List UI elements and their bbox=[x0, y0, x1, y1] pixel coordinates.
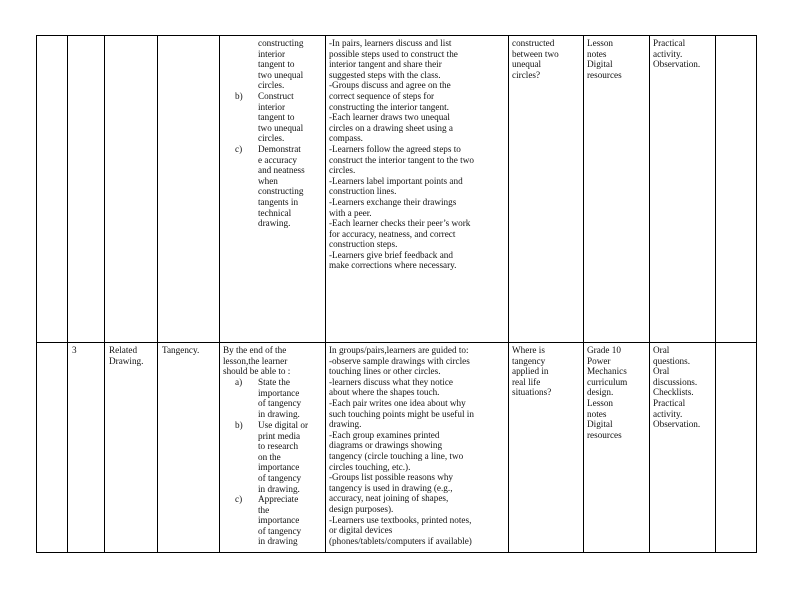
column-divider bbox=[649, 36, 650, 552]
inquiry-question: constructed between two unequal circles? bbox=[512, 38, 559, 80]
column-divider bbox=[157, 36, 158, 552]
learning-experiences: In groups/pairs,learners are guided to: -observe sample drawings with circles touching lines or other circles. -learners discuss what they notice about where the shapes touch. -Each pair writes one idea about why such touching points might be useful in drawing. -Each group examines printed diagrams or drawings showing tangency (circle touching a line, two circles touching, etc.). -Groups list possible reasons why tangency is used in drawing (e.g., accuracy, neat joining of shapes, design purposes). -Learners use textbooks, printed notes, or digital devices (phones/tablets/computers if available) bbox=[329, 345, 474, 546]
strand: Related Drawing. bbox=[109, 345, 144, 366]
assessment-methods: Oral questions. Oral discussions. Checklists. Practical activity. Observation. bbox=[653, 345, 701, 430]
outcome-label: b) bbox=[235, 420, 243, 430]
column-divider bbox=[508, 36, 509, 552]
sub-strand: Tangency. bbox=[162, 345, 200, 355]
column-divider bbox=[67, 36, 68, 552]
outcome-label: c) bbox=[235, 494, 243, 504]
outcomes-intro: By the end of the lesson,the learner should be able to : bbox=[223, 345, 291, 377]
column-divider bbox=[583, 36, 584, 552]
lesson-number: 3 bbox=[72, 345, 77, 355]
assessment-methods: Practical activity. Observation. bbox=[653, 38, 701, 70]
column-divider bbox=[325, 36, 326, 552]
inquiry-question: Where is tangency applied in real life situations? bbox=[512, 345, 552, 398]
column-divider bbox=[715, 36, 716, 552]
outcome-text: State the importance of tangency in drawing. bbox=[258, 377, 302, 419]
outcome-text: Appreciate the importance of tangency in drawing bbox=[258, 494, 302, 547]
learning-resources: Grade 10 Power Mechanics curriculum design. Lesson notes Digital resources bbox=[587, 345, 628, 440]
outcome-text: Construct interior tangent to two unequal circles. bbox=[258, 91, 304, 144]
outcome-text: constructing interior tangent to two unequal circles. bbox=[258, 38, 304, 91]
column-divider bbox=[219, 36, 220, 552]
lesson-plan-table bbox=[36, 35, 757, 553]
outcome-label: a) bbox=[235, 377, 243, 387]
outcome-label: c) bbox=[235, 144, 243, 154]
learning-experiences: -In pairs, learners discuss and list possible steps used to construct the interior tangent and share their suggested steps with the class. -Groups discuss and agree on the correct sequence of steps for constructing the interior tangent. -Each learner draws two unequal circles on a drawing sheet using a compass. -Learners follow the agreed steps to construct the interior tangent to the two circles. -Learners label important points and construction lines. -Learners exchange their drawings with a peer. -Each learner checks their peer’s work for accuracy, neatness, and correct construction steps. -Learners give brief feedback and make corrections where necessary. bbox=[329, 38, 474, 271]
outcome-text: Use digital or print media to research on the importance of tangency in drawing. bbox=[258, 420, 309, 494]
outcome-label: b) bbox=[235, 91, 243, 101]
outcome-text: Demonstrat e accuracy and neatness when constructing tangents in technical drawing. bbox=[258, 144, 305, 229]
learning-resources: Lesson notes Digital resources bbox=[587, 38, 622, 80]
column-divider bbox=[104, 36, 105, 552]
